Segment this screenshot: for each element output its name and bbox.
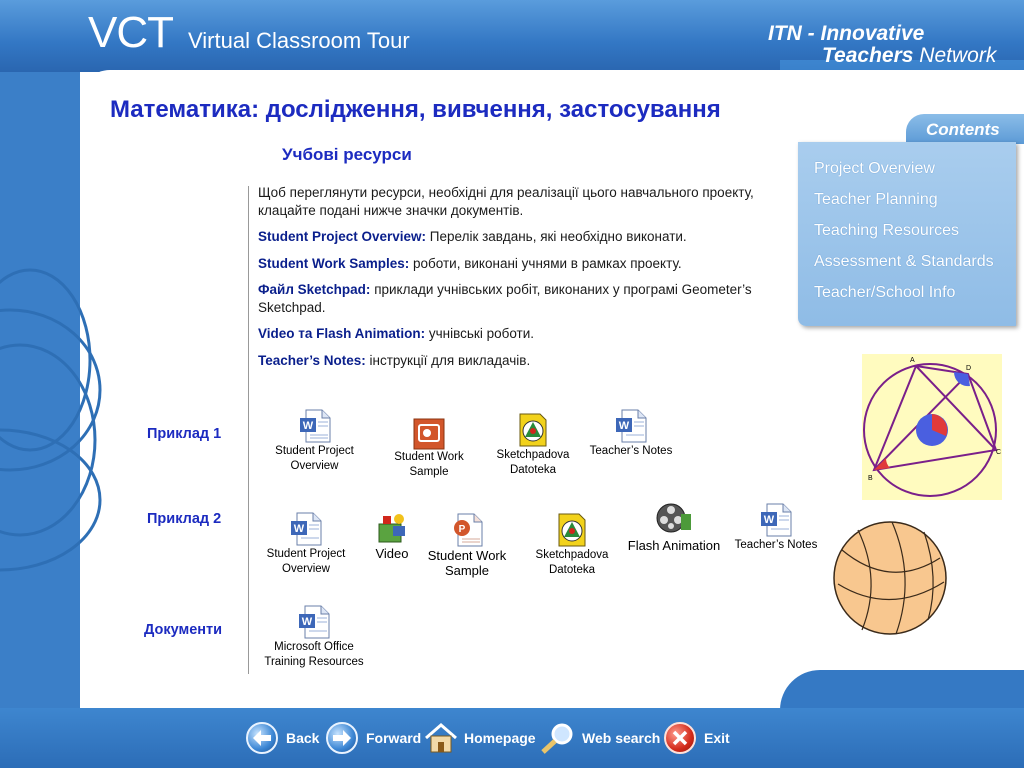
menu-item-assessment-standards[interactable]: Assessment & Standards [814, 253, 994, 270]
house-icon [424, 722, 458, 754]
teachers-notes-link-2[interactable] [726, 502, 826, 553]
teachers-notes-link[interactable] [580, 408, 682, 459]
svg-text:P: P [458, 524, 466, 535]
exit-x-icon [664, 722, 696, 754]
section-title: Учбові ресурси [282, 145, 412, 164]
student-work-sample-link-2[interactable] [418, 512, 516, 578]
forward-arrow-icon [326, 722, 358, 754]
geometry-figure [862, 354, 1002, 500]
doc-label: Teacher’s Notes [589, 445, 673, 457]
row-label-documents: Документи [144, 622, 223, 638]
row-label-example-2: Приклад 2 [147, 511, 222, 527]
menu-item-project-overview[interactable]: Project Overview [814, 160, 935, 177]
forward-button[interactable] [326, 722, 421, 754]
word-doc-icon [298, 408, 332, 444]
desc-text: приклади учнівських робіт, виконаних у програмі Geometer’s Sketchpad. [258, 282, 752, 315]
desc-item [258, 228, 783, 246]
web-search-label: Web search [582, 730, 661, 746]
ms-office-training-link[interactable] [262, 604, 366, 670]
point-c-label: C [996, 449, 1002, 456]
doc-label: Student Work Sample [427, 548, 507, 578]
svg-text:W: W [301, 616, 313, 628]
brand-line-1 [768, 22, 924, 46]
divider-line [248, 186, 249, 674]
web-search-button[interactable] [540, 722, 660, 754]
doc-label: Video [375, 546, 409, 561]
desc-text: Перелік завдань, які необхідно виконати. [426, 229, 687, 244]
sketchpad-file-link-2[interactable] [522, 512, 622, 578]
contents-tab: Contents [906, 114, 1024, 144]
doc-label: Flash Animation [627, 538, 721, 553]
page-title: Математика: дослідження, вивчення, застосування [110, 96, 721, 123]
back-button[interactable] [246, 722, 319, 754]
word-doc-icon [614, 408, 648, 444]
video-icon [375, 512, 409, 546]
homepage-label: Homepage [464, 730, 536, 746]
svg-text:W: W [302, 420, 313, 432]
row-label-example-1: Приклад 1 [147, 426, 222, 442]
desc-term: Video та Flash Animation: [258, 326, 426, 341]
desc-item [258, 255, 783, 273]
back-label: Back [286, 730, 320, 746]
doc-label: Sketchpadova Datoteka [496, 449, 570, 476]
desc-term: Student Project Overview: [258, 229, 427, 244]
desc-term: Файл Sketchpad: [258, 282, 371, 297]
word-doc-icon [759, 502, 793, 538]
menu-item-teacher-school-info[interactable]: Teacher/School Info [814, 284, 956, 301]
desc-item [258, 281, 783, 316]
point-d-label: D [966, 365, 972, 372]
sphere-icon [832, 520, 948, 636]
exit-label: Exit [704, 730, 730, 746]
word-doc-icon [289, 511, 323, 547]
svg-text:W: W [618, 420, 630, 432]
desc-text: інструкції для викладачів. [365, 352, 531, 368]
sketchpad-file-link[interactable] [484, 412, 582, 478]
desc-term: Student Work Samples: [258, 255, 410, 271]
vct-logo: VCT [88, 8, 173, 57]
student-work-sample-link[interactable] [382, 418, 476, 480]
contents-menu [798, 142, 1016, 326]
brand-network: Network [919, 44, 997, 67]
sketchpad-icon [556, 512, 588, 548]
forward-label: Forward [366, 730, 422, 746]
powerpoint-doc-icon [450, 512, 484, 548]
header-subtitle: Virtual Classroom Tour [188, 28, 410, 53]
brand-teachers: Teachers [822, 44, 914, 67]
svg-text:W: W [763, 514, 775, 526]
doc-label: Student Project Overview [266, 548, 346, 575]
point-a-label: A [910, 357, 915, 364]
powerpoint-icon [413, 418, 445, 450]
desc-item [258, 352, 783, 370]
svg-text:W: W [293, 523, 305, 535]
doc-label: Sketchpadova Datoteka [535, 549, 609, 576]
student-project-overview-link-2[interactable] [256, 511, 356, 577]
desc-term: Teacher’s Notes: [258, 352, 366, 368]
brand-innovative: - Innovative [807, 22, 925, 45]
inscribed-quadrilateral-icon [862, 354, 1002, 500]
decorative-rings [0, 240, 110, 620]
description [258, 184, 783, 378]
menu-item-teaching-resources[interactable]: Teaching Resources [814, 222, 959, 239]
brand-itn: ITN [768, 22, 802, 45]
intro-text: Щоб переглянути ресурси, необхідні для реалізації цього навчального проекту, клацайте подані нижче значки документів. [258, 185, 754, 218]
doc-label: Student Project Overview [275, 445, 354, 472]
sketchpad-icon [517, 412, 549, 448]
desc-text: учнівські роботи. [425, 326, 535, 341]
film-reel-icon [655, 500, 693, 538]
exit-button[interactable] [664, 722, 730, 754]
video-link[interactable] [368, 512, 416, 561]
magnifier-icon [540, 722, 576, 754]
homepage-button[interactable] [424, 722, 536, 754]
doc-label: Microsoft Office Training Resources [264, 641, 364, 668]
student-project-overview-link[interactable] [262, 408, 367, 474]
back-arrow-icon [246, 722, 278, 754]
desc-text: роботи, виконані учнями в рамках проекту. [409, 255, 682, 271]
doc-label: Student Work Sample [394, 451, 464, 478]
menu-item-teacher-planning[interactable]: Teacher Planning [814, 191, 938, 208]
brand-line-2 [822, 44, 996, 68]
point-b-label: B [868, 475, 873, 482]
flash-animation-link[interactable] [624, 500, 724, 553]
word-doc-icon [297, 604, 331, 640]
desc-item [258, 325, 783, 343]
doc-label: Teacher’s Notes [734, 539, 818, 551]
